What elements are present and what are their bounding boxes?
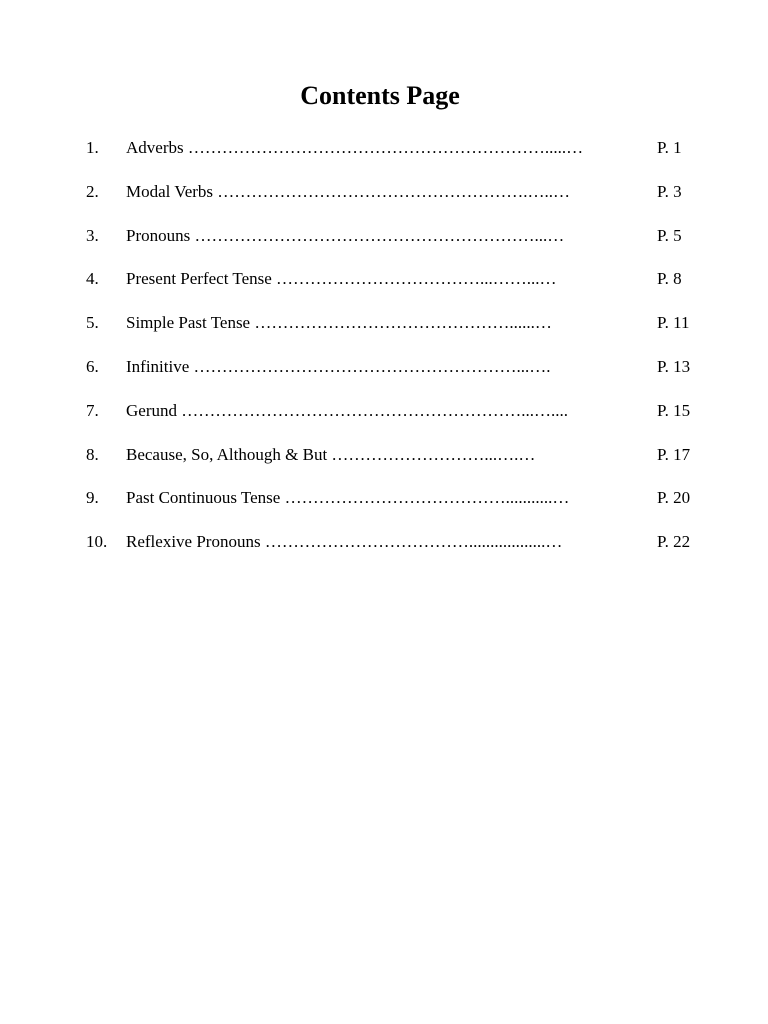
entry-number: 4. bbox=[86, 269, 99, 289]
table-of-contents bbox=[0, 132, 768, 570]
entry-page: P. 22 bbox=[657, 532, 691, 552]
entry-number: 6. bbox=[86, 356, 99, 376]
toc-entry bbox=[0, 176, 768, 220]
entry-number: 5. bbox=[86, 313, 99, 333]
page-title: Contents Page bbox=[300, 81, 460, 110]
entry-title: Adverbs ……………………………………………………….....… bbox=[126, 138, 584, 157]
entry-number: 3. bbox=[86, 225, 99, 245]
entry-page: P. 13 bbox=[657, 356, 691, 376]
toc-entry bbox=[0, 307, 768, 351]
entry-title: Present Perfect Tense ………………………………...……...… bbox=[126, 269, 557, 289]
toc-entry bbox=[0, 526, 768, 570]
entry-number: 8. bbox=[86, 444, 99, 464]
toc-entry bbox=[0, 439, 768, 483]
toc-entry bbox=[0, 395, 768, 439]
entry-number: 10. bbox=[86, 532, 108, 552]
entry-page: P. 20 bbox=[657, 488, 691, 508]
toc-entry bbox=[0, 351, 768, 395]
entry-number: 9. bbox=[86, 488, 99, 508]
entry-page: P. 5 bbox=[657, 225, 682, 245]
entry-number: 1. bbox=[86, 138, 99, 157]
entry-number: 2. bbox=[86, 181, 99, 201]
toc-entry bbox=[0, 482, 768, 526]
entry-title: Modal Verbs ……………………………………………….…..… bbox=[126, 181, 571, 201]
entry-page: P. 15 bbox=[657, 400, 691, 420]
entry-number: 7. bbox=[86, 400, 99, 420]
toc-entry bbox=[0, 220, 768, 264]
entry-title: Reflexive Pronouns ………………………………..................… bbox=[126, 532, 563, 552]
toc-entry bbox=[0, 263, 768, 307]
entry-page: P. 3 bbox=[657, 181, 682, 201]
entry-page: P. 8 bbox=[657, 269, 682, 289]
entry-title: Pronouns ……………………………………………………...… bbox=[126, 225, 565, 245]
toc-entry bbox=[0, 132, 768, 176]
entry-title: Gerund ……………………………………………………...….... bbox=[126, 400, 568, 420]
entry-page: P. 11 bbox=[657, 313, 690, 333]
entry-title: Past Continuous Tense …………………………………...........… bbox=[126, 488, 570, 508]
entry-title: Infinitive …………………………………………………...…. bbox=[126, 356, 551, 376]
entry-title: Simple Past Tense ………………………………………......… bbox=[126, 313, 552, 333]
entry-page: P. 1 bbox=[657, 138, 682, 157]
entry-page: P. 17 bbox=[657, 444, 691, 464]
entry-title: Because, So, Although & But ………………………...….… bbox=[126, 444, 536, 464]
